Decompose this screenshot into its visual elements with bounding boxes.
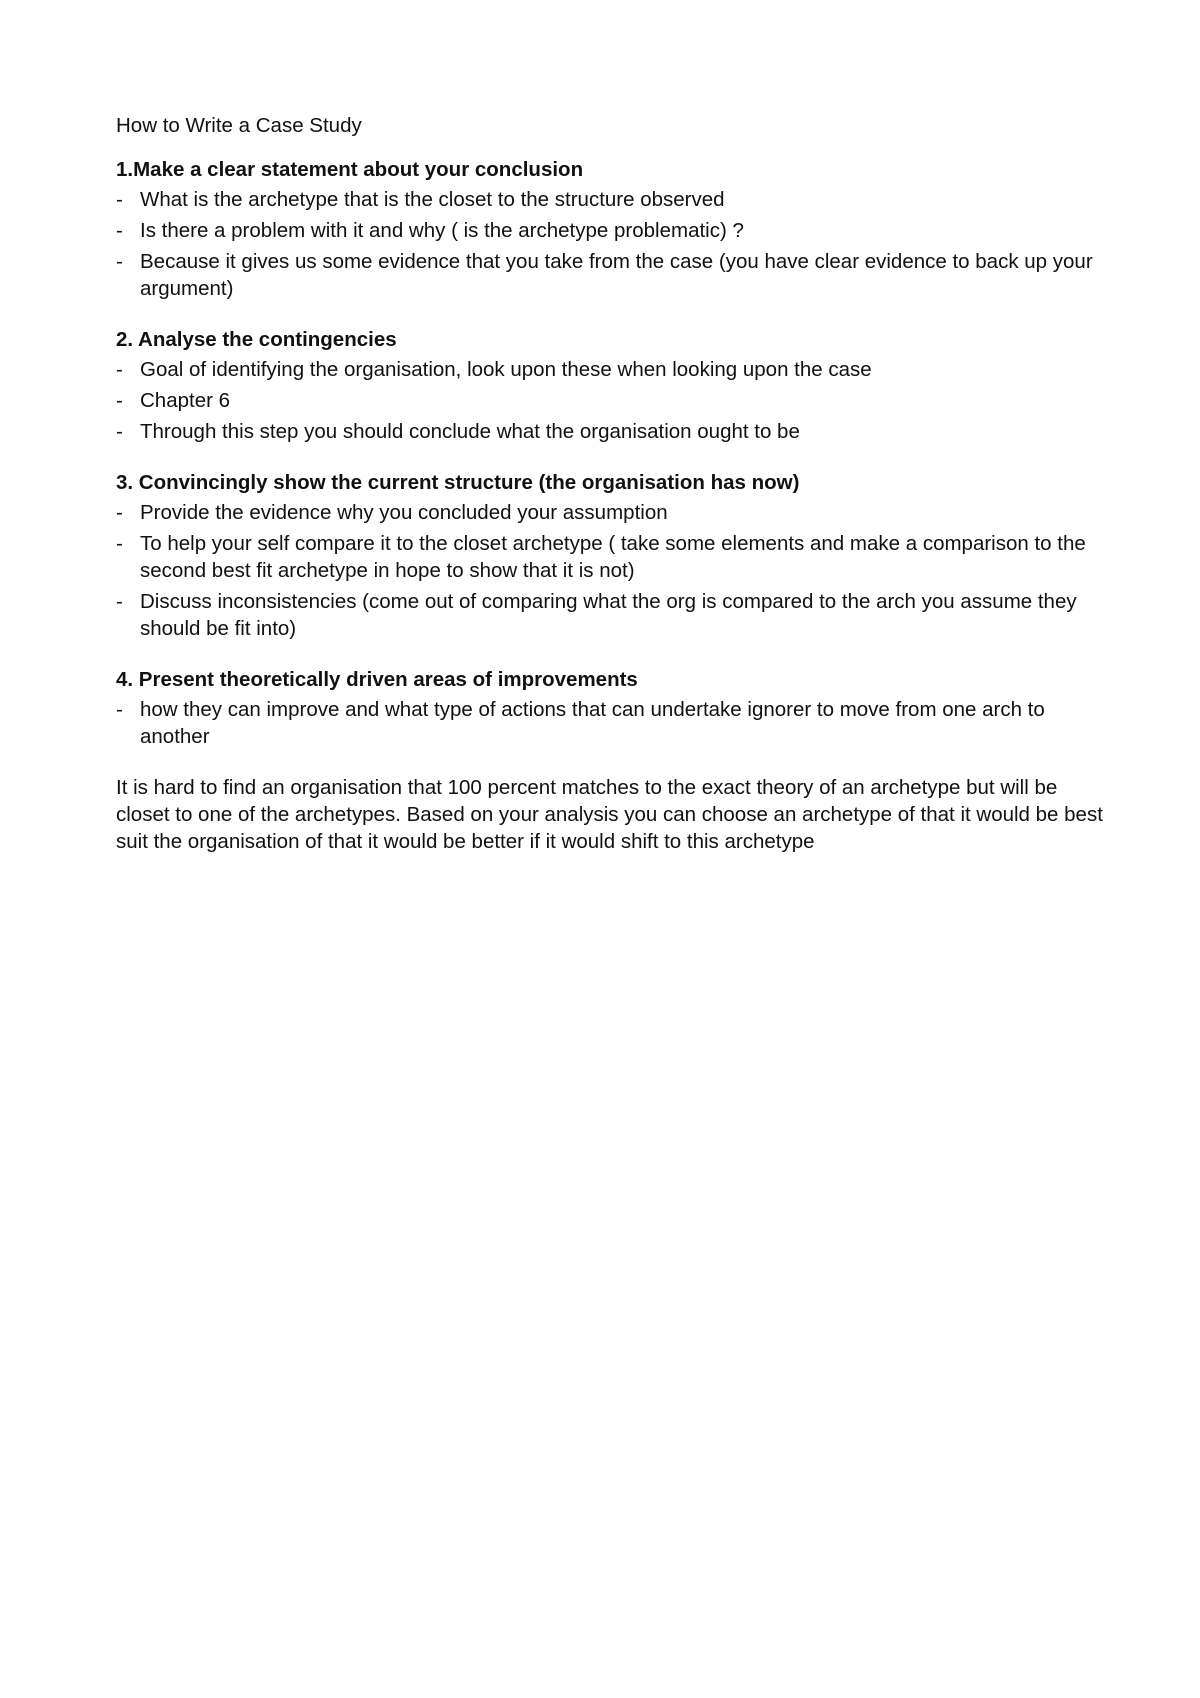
bullet-text: Is there a problem with it and why ( is the archetype problematic) ? xyxy=(140,219,744,242)
bullet-text: Provide the evidence why you concluded your assumption xyxy=(140,501,668,524)
bullet-item xyxy=(116,696,1106,750)
section-heading: 4. Present theoretically driven areas of improvements xyxy=(116,668,638,691)
dash-bullet-icon: - xyxy=(116,698,123,721)
dash-bullet-icon: - xyxy=(116,358,123,381)
bullet-item xyxy=(116,356,1106,383)
bullet-text: What is the archetype that is the closet to the structure observed xyxy=(140,188,725,211)
bullet-item xyxy=(116,418,1106,445)
section-4 xyxy=(116,666,1106,750)
document-body xyxy=(116,112,1106,855)
section-heading: 1.Make a clear statement about your conclusion xyxy=(116,158,584,181)
section-1 xyxy=(116,156,1106,302)
dash-bullet-icon: - xyxy=(116,219,123,242)
bullet-text: Chapter 6 xyxy=(140,389,231,412)
bullet-text: To help your self compare it to the closet archetype ( take some elements and make a comparison to the second best fit archetype in hope to show that it is not) xyxy=(140,532,1086,582)
dash-bullet-icon: - xyxy=(116,590,123,613)
bullet-item xyxy=(116,387,1106,414)
dash-bullet-icon: - xyxy=(116,532,123,555)
bullet-text: Because it gives us some evidence that you take from the case (you have clear evidence to back up your argument) xyxy=(140,250,1093,300)
dash-bullet-icon: - xyxy=(116,389,123,412)
bullet-list xyxy=(116,499,1106,642)
bullet-item xyxy=(116,248,1106,302)
bullet-item xyxy=(116,186,1106,213)
dash-bullet-icon: - xyxy=(116,188,123,211)
section-2 xyxy=(116,326,1106,445)
bullet-item xyxy=(116,499,1106,526)
bullet-item xyxy=(116,530,1106,584)
bullet-item xyxy=(116,588,1106,642)
document-title: How to Write a Case Study xyxy=(116,114,362,137)
section-heading: 3. Convincingly show the current structure (the organisation has now) xyxy=(116,471,800,494)
bullet-text: how they can improve and what type of actions that can undertake ignorer to move from one arch to another xyxy=(140,698,1045,748)
bullet-text: Discuss inconsistencies (come out of comparing what the org is compared to the arch you assume they should be fit into) xyxy=(140,590,1077,640)
section-3 xyxy=(116,469,1106,642)
bullet-list xyxy=(116,696,1106,750)
bullet-list xyxy=(116,356,1106,445)
dash-bullet-icon: - xyxy=(116,420,123,443)
bullet-item xyxy=(116,217,1106,244)
closing-paragraph: It is hard to find an organisation that 100 percent matches to the exact theory of an archetype but will be closet to one of the archetypes. Based on your analysis you can choose an archetype of that it would be best suit the organisation of that it would be better if it would shift to this archetype xyxy=(116,776,1103,853)
bullet-text: Goal of identifying the organisation, look upon these when looking upon the case xyxy=(140,358,872,381)
bullet-list xyxy=(116,186,1106,302)
dash-bullet-icon: - xyxy=(116,250,123,273)
bullet-text: Through this step you should conclude what the organisation ought to be xyxy=(140,420,800,443)
section-heading: 2. Analyse the contingencies xyxy=(116,328,397,351)
dash-bullet-icon: - xyxy=(116,501,123,524)
